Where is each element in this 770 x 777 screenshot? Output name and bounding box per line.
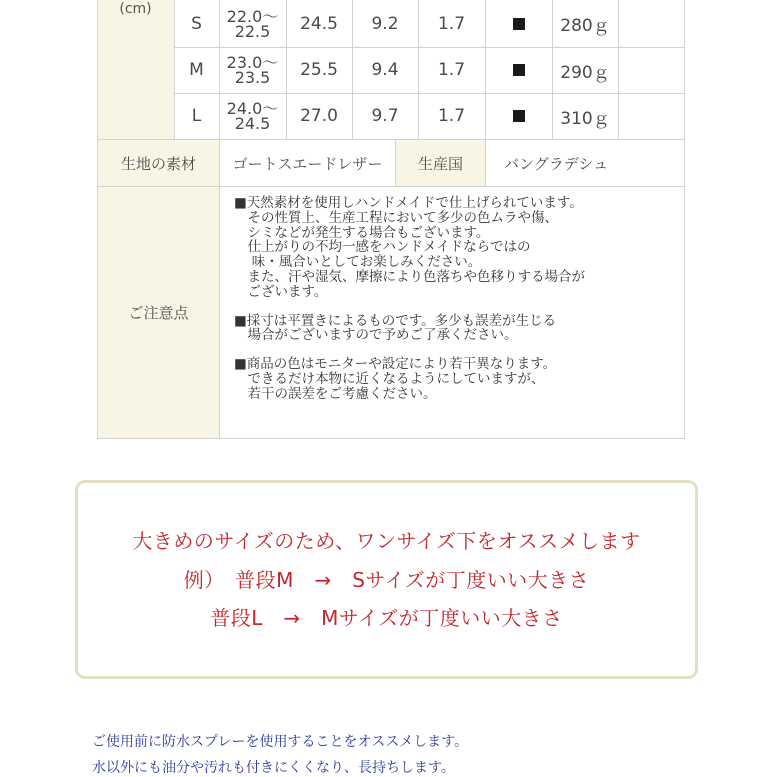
divider [352, 0, 353, 139]
width-value: 9.2 [371, 13, 399, 34]
length-value: 24.5 [300, 13, 338, 34]
divider [97, 438, 685, 439]
square-mark [485, 93, 552, 139]
heel-value: 1.7 [437, 13, 466, 34]
recommendation-box [75, 480, 698, 679]
note-line: 若干の誤差をご考慮ください。 [234, 385, 437, 402]
unit-label: (cm) [119, 1, 152, 17]
weight-value: 290ｇ [560, 62, 610, 83]
size-range-bottom: 22.5 [234, 21, 271, 41]
size-table-header-cell [97, 0, 174, 139]
footer-line-1: ご使用前に防水スプレーを使用することをオススメします。 [92, 734, 469, 750]
material-label: 生地の素材 [98, 140, 219, 186]
size-label: M [189, 60, 204, 80]
divider [485, 0, 486, 139]
origin-label: 生産国 [396, 140, 485, 186]
size-range [219, 93, 286, 139]
note-line: シミなどが発生する場合もございます。 [234, 224, 490, 241]
size-range-top: 24.0〜 [226, 99, 279, 118]
note-line: また、汗や湿気、摩擦により色落ちや色移りする場合が [234, 268, 585, 285]
square-mark-icon [513, 64, 525, 76]
size-range-top: 22.0〜 [226, 6, 279, 26]
divider [174, 93, 684, 94]
note-line: できるだけ本物に近くなるようにしていますが、 [234, 370, 545, 387]
note-line: ございます。 [234, 283, 328, 300]
note-line: 仕上がりの不均一感をハンドメイドならではの [234, 239, 531, 256]
heel-value: 1.7 [437, 106, 466, 126]
material-value: ゴートスエードレザー [232, 154, 383, 173]
divider [418, 0, 419, 139]
divider [286, 0, 287, 139]
divider [552, 0, 553, 139]
notes-body [234, 196, 674, 402]
size-range-bottom: 24.5 [234, 114, 271, 133]
weight-value: 310ｇ [560, 108, 610, 129]
square-mark [485, 47, 552, 93]
square-mark [485, 0, 552, 47]
size-range [219, 47, 286, 93]
divider [618, 0, 619, 139]
width-value: 9.7 [371, 106, 399, 126]
note-line: その性質上、生産工程において多少の色ムラや傷、 [234, 209, 558, 226]
square-mark-icon [513, 110, 525, 122]
square-mark-icon [513, 18, 525, 30]
length-value: 25.5 [300, 60, 338, 80]
weight-value: 280ｇ [560, 16, 610, 36]
note-line: ■採寸は平置きによるものです。多少も誤差が生じる [234, 312, 557, 329]
note-line: ■商品の色はモニターや設定により若干異なります。 [234, 356, 557, 373]
length-value: 27.0 [300, 106, 338, 126]
size-label: S [191, 13, 202, 34]
divider [174, 47, 684, 48]
divider [174, 0, 175, 139]
recommendation-line-1: 大きめのサイズのため、ワンサイズ下をオススメします [132, 529, 641, 553]
size-range-top: 23.0〜 [226, 53, 279, 72]
heel-value: 1.7 [437, 60, 466, 80]
size-range [219, 0, 286, 47]
notes-label: ご注意点 [98, 187, 219, 438]
origin-value: バングラデシュ [504, 154, 609, 173]
note-line: 場合がございますので予めご了承ください。 [234, 327, 518, 344]
note-line: ■天然素材を使用しハンドメイドで仕上げられています。 [234, 195, 583, 211]
divider [219, 0, 220, 439]
size-range-bottom: 23.5 [234, 68, 271, 87]
width-value: 9.4 [371, 60, 399, 80]
recommendation-line-3: 普段L → Mサイズが丁度いい大きさ [210, 606, 563, 630]
footer-line-2: 水以外にも油分や汚れも付きにくくなり、長持ちします。 [92, 760, 455, 776]
note-line: 味・風合いとしてお楽しみください。 [234, 254, 482, 271]
recommendation-line-2: 例） 普段M → Sサイズが丁度いい大きさ [183, 568, 590, 592]
divider [684, 0, 685, 439]
size-label: L [191, 106, 202, 126]
